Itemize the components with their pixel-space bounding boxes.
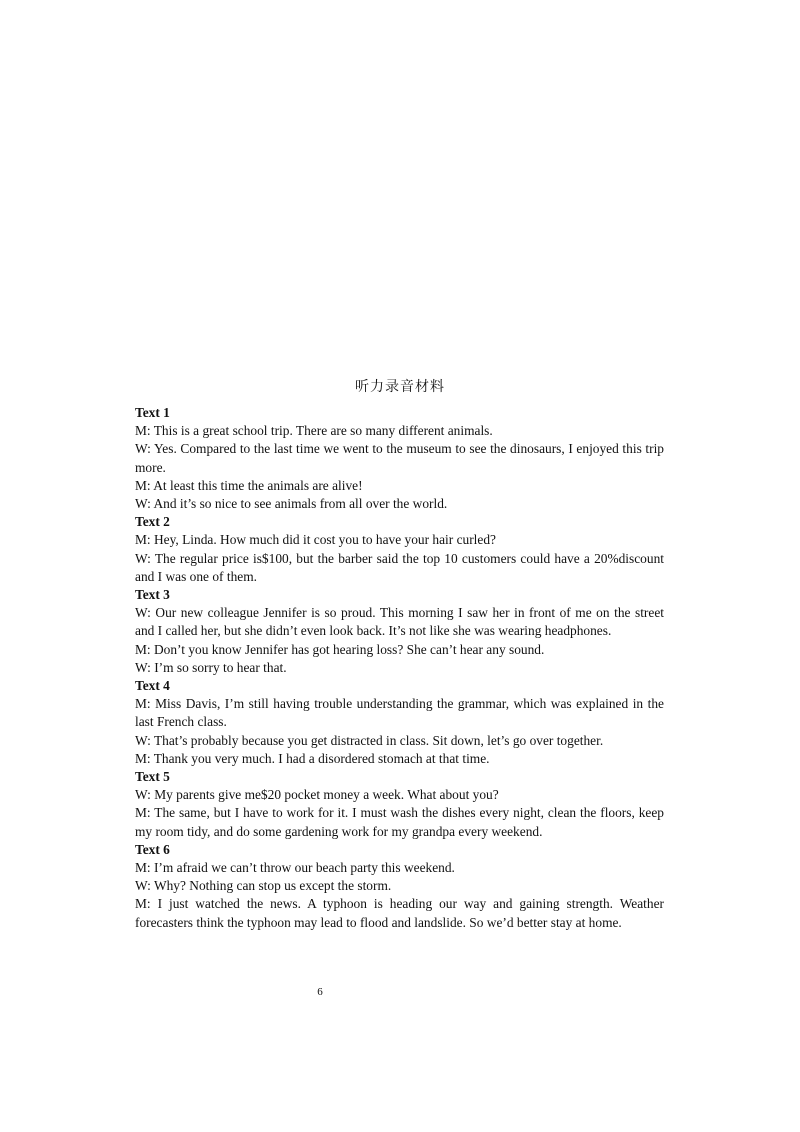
dialogue-line: M: At least this time the animals are alive!: [135, 477, 363, 493]
page-title: 听力录音材料: [355, 379, 445, 395]
section-heading-text-6: Text 6: [135, 841, 170, 857]
dialogue-line: W: Our new colleague Jennifer is so proud. This morning I saw her in front of me on the street and I called her, but she didn’t even look back. It’s not like she was wearing headphones.: [135, 605, 664, 639]
transcript-body: [135, 404, 664, 932]
dialogue-line: M: Hey, Linda. How much did it cost you to have your hair curled?: [135, 532, 496, 548]
dialogue-line: W: My parents give me$20 pocket money a week. What about you?: [135, 787, 499, 803]
section-heading-text-1: Text 1: [135, 405, 170, 420]
page-number: 6: [317, 986, 323, 998]
section-heading-text-4: Text 4: [135, 678, 170, 694]
dialogue-line: W: I’m so sorry to hear that.: [135, 659, 287, 675]
dialogue-line: W: Why? Nothing can stop us except the storm.: [135, 878, 392, 894]
section-heading-text-2: Text 2: [135, 514, 170, 530]
dialogue-line: W: That’s probably because you get distracted in class. Sit down, let’s go over together.: [135, 732, 604, 748]
dialogue-line: M: Miss Davis, I’m still having trouble understanding the grammar, which was explained in the last French class.: [135, 696, 664, 730]
dialogue-line: M: I’m afraid we can’t throw our beach party this weekend.: [135, 860, 455, 876]
section-heading-text-5: Text 5: [135, 769, 170, 785]
dialogue-line: M: Thank you very much. I had a disordered stomach at that time.: [135, 750, 490, 766]
dialogue-line: W: Yes. Compared to the last time we went to the museum to see the dinosaurs, I enjoyed this trip more.: [135, 441, 664, 475]
dialogue-line: W: The regular price is$100, but the barber said the top 10 customers could have a 20%discount and I was one of them.: [135, 550, 664, 584]
dialogue-line: M: The same, but I have to work for it. I must wash the dishes every night, clean the floors, keep my room tidy, and do some gardening work for my grandpa every weekend.: [135, 805, 664, 839]
dialogue-line: W: And it’s so nice to see animals from all over the world.: [135, 496, 448, 512]
dialogue-line: M: I just watched the news. A typhoon is heading our way and gaining strength. Weather forecasters think the typhoon may lead to flood and landslide. So we’d better stay at home.: [135, 896, 664, 930]
dialogue-line: M: Don’t you know Jennifer has got hearing loss? She can’t hear any sound.: [135, 641, 545, 657]
dialogue-line: M: This is a great school trip. There are so many different animals.: [135, 423, 493, 439]
section-heading-text-3: Text 3: [135, 587, 170, 603]
